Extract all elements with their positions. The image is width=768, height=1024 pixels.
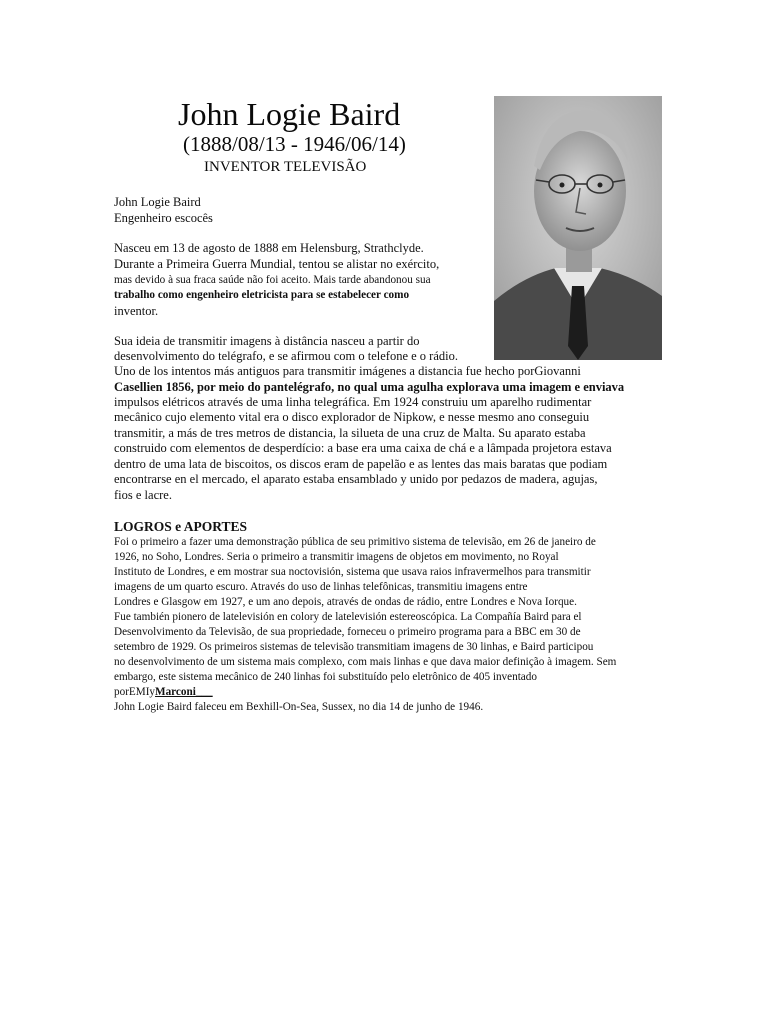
logros-line: embargo, este sistema mecânico de 240 linhas foi substituído pelo eletrônico de 405 inventado: [114, 671, 537, 683]
logros-line: Desenvolvimento da Televisão, de sua propriedade, forneceu o primeiro programa para a BBC em 30 de: [114, 626, 581, 638]
idea-line: desenvolvimento do telégrafo, e se afirmou com o telefone e o rádio.: [114, 349, 458, 363]
bio-line: Nasceu em 13 de agosto de 1888 em Helensburg, Strathclyde.: [114, 241, 424, 255]
idea-line: construido com elementos de desperdício: a base era uma caixa de chá e a lâmpada projetora estava: [114, 441, 612, 455]
life-dates: (1888/08/13 - 1946/06/14): [183, 132, 406, 156]
idea-line: impulsos elétricos através de uma linha telegráfica. Em 1924 construiu um aparelho rudimentar: [114, 395, 592, 409]
logros-line: Instituto de Londres, e em mostrar sua noctovisión, sistema que usava raios infravermelhos para transmitir: [114, 566, 591, 578]
logros-line: 1926, no Soho, Londres. Seria o primeiro a transmitir imagens de objetos em movimento, no Royal: [114, 551, 559, 563]
logros-last-prefix: porEMIy: [114, 686, 156, 698]
logros-line: setembro de 1929. Os primeiros sistemas de televisão transmitiam imagens de 30 linhas, e Baird participou: [114, 641, 594, 653]
page-title: John Logie Baird: [178, 96, 401, 132]
idea-line: encontrarse en el mercado, el aparato estaba ensamblado y unido por pedazos de madera, agujas,: [114, 472, 598, 486]
bio-line: Durante a Primeira Guerra Mundial, tentou se alistar no exército,: [114, 257, 440, 271]
marconi-link[interactable]: Marconi___: [155, 686, 213, 698]
portrait-photo: [494, 96, 662, 360]
logros-line: no desenvolvimento de um sistema mais complexo, com mais linhas e que dava maior definição à imagem. Sem: [114, 656, 617, 668]
logros-line: Londres e Glasgow em 1927, e um ano depois, através de ondas de rádio, entre Londres e Nova Iorque.: [114, 596, 577, 608]
intro-name: John Logie Baird: [114, 195, 201, 209]
bio-line: mas devido à sua fraca saúde não foi aceito. Mais tarde abandonou sua: [114, 274, 431, 286]
logros-line: Fue también pionero de latelevisión en colory de latelevisión estereoscópica. La Compañía Baird para el: [114, 611, 582, 623]
idea-line: mecânico cujo elemento vital era o disco explorador de Nipkow, e nesse mesmo ano conseguiu: [114, 410, 590, 424]
idea-line: Uno de los intentos más antiguos para transmitir imágenes a distancia fue hecho porGiovanni: [114, 364, 581, 378]
final-line: John Logie Baird faleceu em Bexhill-On-Sea, Sussex, no dia 14 de junho de 1946.: [114, 701, 484, 713]
intro-role: Engenheiro escocês: [114, 211, 213, 225]
idea-line: transmitir, a más de tres metros de distancia, la silueta de una cruz de Malta. Su aparato estaba: [114, 426, 586, 440]
bio-line: inventor.: [114, 304, 159, 318]
logros-line: imagens de um quarto escuro. Através do uso de linhas telefônicas, transmitiu imagens entre: [114, 581, 528, 593]
idea-line: fios e lacre.: [114, 488, 172, 502]
section-heading: LOGROS e APORTES: [114, 519, 248, 534]
idea-line: Sua ideia de transmitir imagens à distância nasceu a partir do: [114, 334, 420, 348]
idea-line: Casellien 1856, por meio do pantelégrafo, no qual uma agulha explorava uma imagem e enviava: [114, 380, 625, 394]
logros-last-line: [114, 685, 674, 701]
idea-line: dentro de uma lata de biscoitos, os discos eram de papelão e as lentes das mais baratas que podiam: [114, 457, 608, 471]
page-subtitle: INVENTOR TELEVISÃO: [204, 159, 367, 175]
bio-line: trabalho como engenheiro eletricista para se estabelecer como: [114, 289, 410, 301]
logros-line: Foi o primeiro a fazer uma demonstração pública de seu primitivo sistema de televisão, em 26 de janeiro de: [114, 536, 596, 548]
